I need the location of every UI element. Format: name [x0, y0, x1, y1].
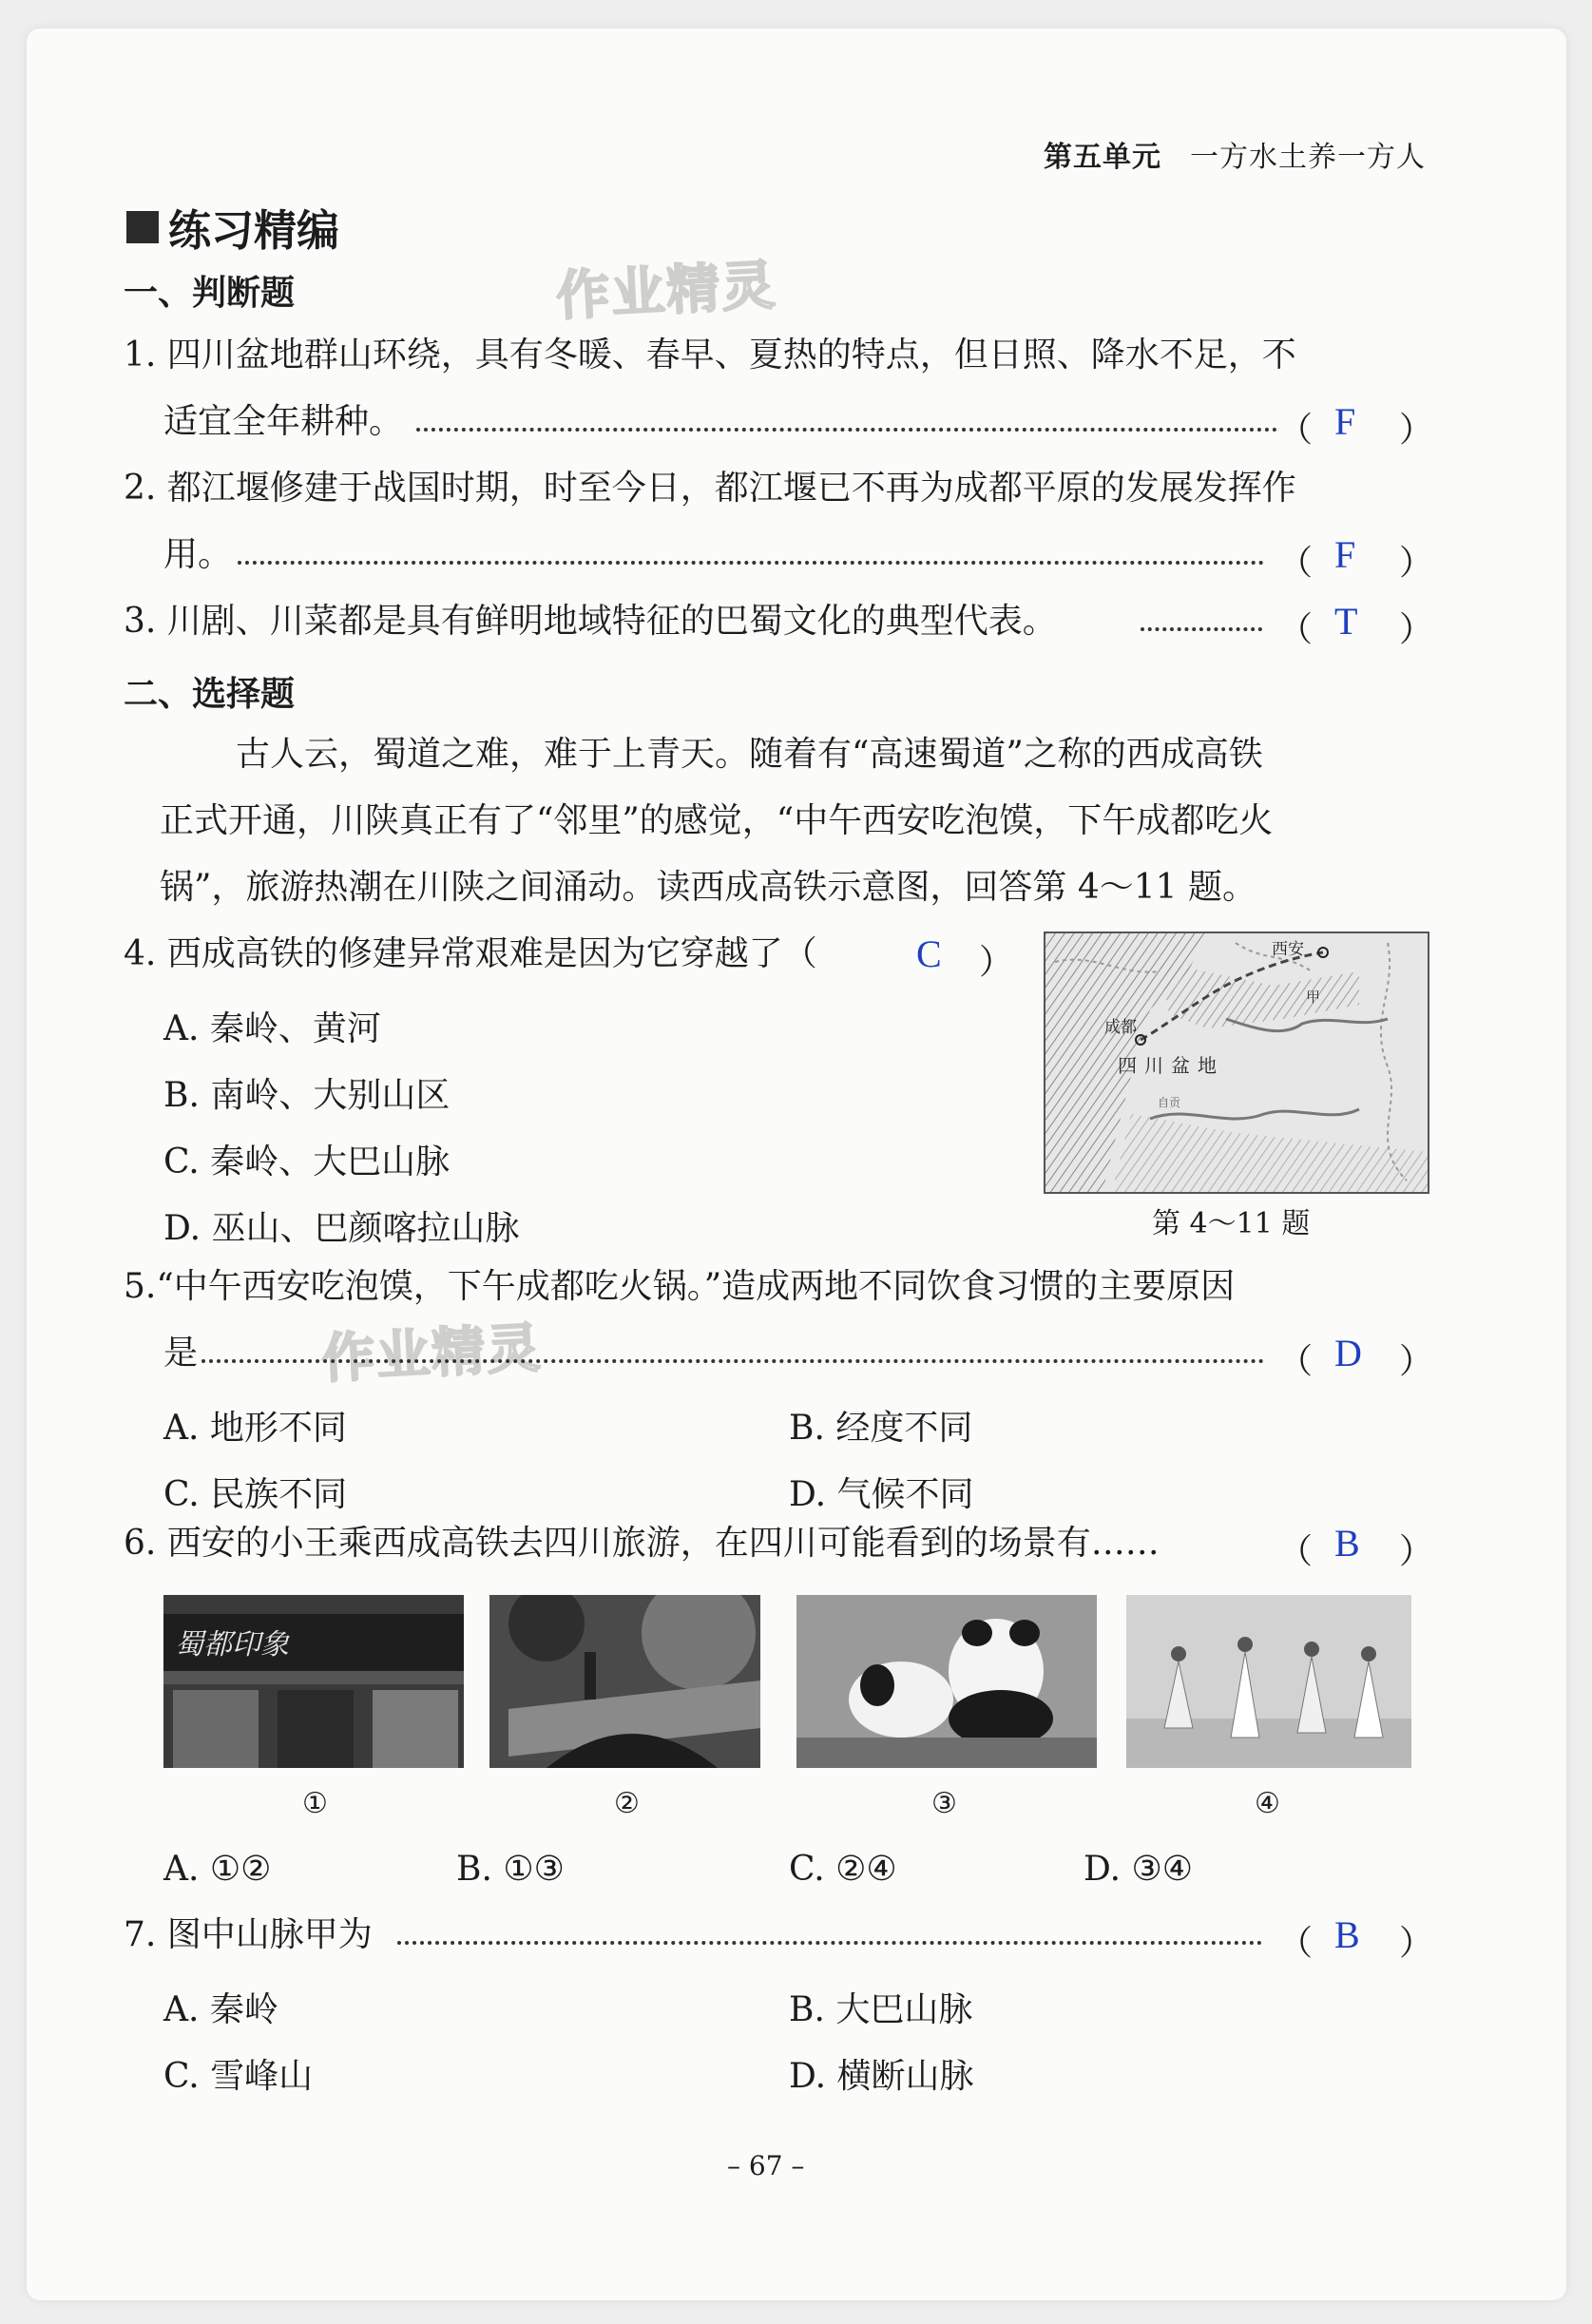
- photo-3-pandas: [796, 1595, 1097, 1768]
- q4-option-b: B. 南岭、大别山区: [163, 1076, 451, 1115]
- photo-label-4: ④: [1255, 1787, 1280, 1820]
- q7-paren-open: （: [1278, 1924, 1314, 1963]
- photo-1-sign-text: 蜀都印象: [175, 1628, 289, 1661]
- q6-answer: B: [1334, 1522, 1360, 1565]
- q5-option-c: C. 民族不同: [163, 1475, 348, 1514]
- photo-1-street-restaurant: [163, 1595, 464, 1768]
- q4-option-a: A. 秦岭、黄河: [163, 1009, 381, 1048]
- label-jia: 甲: [1306, 989, 1321, 1006]
- q7-option-b: B. 大巴山脉: [789, 1990, 973, 2029]
- q3-line1: 3. 川剧、川菜都是具有鲜明地域特征的巴蜀文化的典型代表。: [124, 602, 1057, 641]
- q1-leader-dots: [416, 424, 1277, 432]
- intro-line2: 正式开通，川陕真正有了“邻里”的感觉，“中午西安吃泡馍，下午成都吃火: [160, 801, 1274, 840]
- q1-line2: 适宜全年耕种。: [163, 402, 404, 441]
- label-sichuan-basin: 四川盆地: [1118, 1054, 1224, 1077]
- q7-option-c: C. 雪峰山: [163, 2057, 314, 2096]
- photo-2-stone-bridge: [489, 1595, 760, 1768]
- map-caption: 第 4～11 题: [1152, 1207, 1311, 1240]
- q3-paren-close: ）: [1399, 610, 1434, 649]
- section-title: [126, 196, 339, 258]
- q6-option-d: D. ③④: [1084, 1850, 1194, 1889]
- label-xian: 西安: [1272, 940, 1304, 959]
- watermark-middle: 作业精灵: [319, 1316, 544, 1392]
- label-small-city: 自贡: [1158, 1096, 1181, 1109]
- q4-option-c: C. 秦岭、大巴山脉: [163, 1143, 451, 1181]
- q5-answer: D: [1334, 1332, 1362, 1374]
- q7-leader-dots: [397, 1937, 1262, 1945]
- q5-paren-close: ）: [1399, 1342, 1434, 1381]
- map-graphic: [1045, 933, 1428, 1192]
- q3-leader-dots: [1141, 624, 1262, 631]
- q1-answer: F: [1334, 400, 1356, 443]
- q2-paren-open: （: [1278, 544, 1314, 583]
- q5-option-b: B. 经度不同: [789, 1409, 973, 1448]
- q5-line1: 5.“中午西安吃泡馍，下午成都吃火锅。”造成两地不同饮食习惯的主要原因: [124, 1267, 1236, 1306]
- part1-heading: 一、判断题: [124, 274, 296, 313]
- q6-paren-open: （: [1278, 1532, 1314, 1571]
- q5-option-d: D. 气候不同: [789, 1475, 974, 1514]
- q2-answer: F: [1334, 533, 1356, 576]
- q4-answer: C: [916, 932, 942, 975]
- q4-stem: 4. 西成高铁的修建异常艰难是因为它穿越了（: [124, 934, 817, 973]
- q7-answer: B: [1334, 1913, 1360, 1956]
- q5-line2: 是: [163, 1334, 199, 1373]
- q1-line1: 1. 四川盆地群山环绕，具有冬暖、春早、夏热的特点，但日照、降水不足，不: [124, 336, 1296, 375]
- unit-label: 第五单元: [1044, 141, 1161, 174]
- photo-label-2: ②: [614, 1787, 640, 1820]
- q6-option-c: C. ②④: [789, 1850, 897, 1889]
- q2-leader-dots: [238, 557, 1264, 565]
- photo-4-dancers: [1126, 1595, 1411, 1768]
- watermark-top: 作业精灵: [554, 254, 778, 329]
- q2-paren-close: ）: [1399, 544, 1434, 583]
- q4-option-d: D. 巫山、巴颜喀拉山脉: [163, 1209, 520, 1248]
- q2-line1: 2. 都江堰修建于战国时期，时至今日，都江堰已不再为成都平原的发展发挥作: [124, 469, 1296, 508]
- q3-answer: T: [1334, 600, 1358, 643]
- q6-option-b: B. ①③: [456, 1850, 565, 1889]
- label-chengdu: 成都: [1104, 1018, 1137, 1037]
- q5-option-a: A. 地形不同: [163, 1409, 347, 1448]
- q5-leader-dots: [201, 1355, 1264, 1363]
- q1-paren-close: ）: [1399, 411, 1434, 450]
- photo-label-1: ①: [302, 1787, 328, 1820]
- unit-header: [1044, 133, 1426, 175]
- q7-paren-close: ）: [1399, 1924, 1434, 1963]
- q7-option-a: A. 秦岭: [163, 1990, 278, 2029]
- photo-label-3: ③: [931, 1787, 957, 1820]
- q7-option-d: D. 横断山脉: [789, 2057, 974, 2096]
- intro-line3: 锅”，旅游热潮在川陕之间涌动。读西成高铁示意图，回答第 4～11 题。: [160, 868, 1257, 907]
- square-bullet-icon: [126, 211, 159, 243]
- q4-paren-close: ）: [979, 943, 1014, 982]
- q5-paren-open: （: [1278, 1342, 1314, 1381]
- q6-paren-close: ）: [1399, 1532, 1434, 1571]
- part2-heading: 二、选择题: [124, 675, 296, 714]
- q6-option-a: A. ①②: [163, 1850, 272, 1889]
- page-number: – 67 –: [727, 2150, 805, 2181]
- xicheng-railway-map: [1044, 932, 1429, 1194]
- q3-paren-open: （: [1278, 610, 1314, 649]
- section-title-text: 练习精编: [168, 205, 340, 256]
- q7-stem: 7. 图中山脉甲为: [124, 1915, 373, 1954]
- q2-line2: 用。: [163, 535, 233, 574]
- q1-paren-open: （: [1278, 411, 1314, 450]
- intro-line1: 古人云，蜀道之难，难于上青天。随着有“高速蜀道”之称的西成高铁: [236, 735, 1263, 774]
- unit-title: 一方水土养一方人: [1190, 141, 1426, 174]
- q6-stem: 6. 西安的小王乘西成高铁去四川旅游，在四川可能看到的场景有……: [124, 1524, 1160, 1563]
